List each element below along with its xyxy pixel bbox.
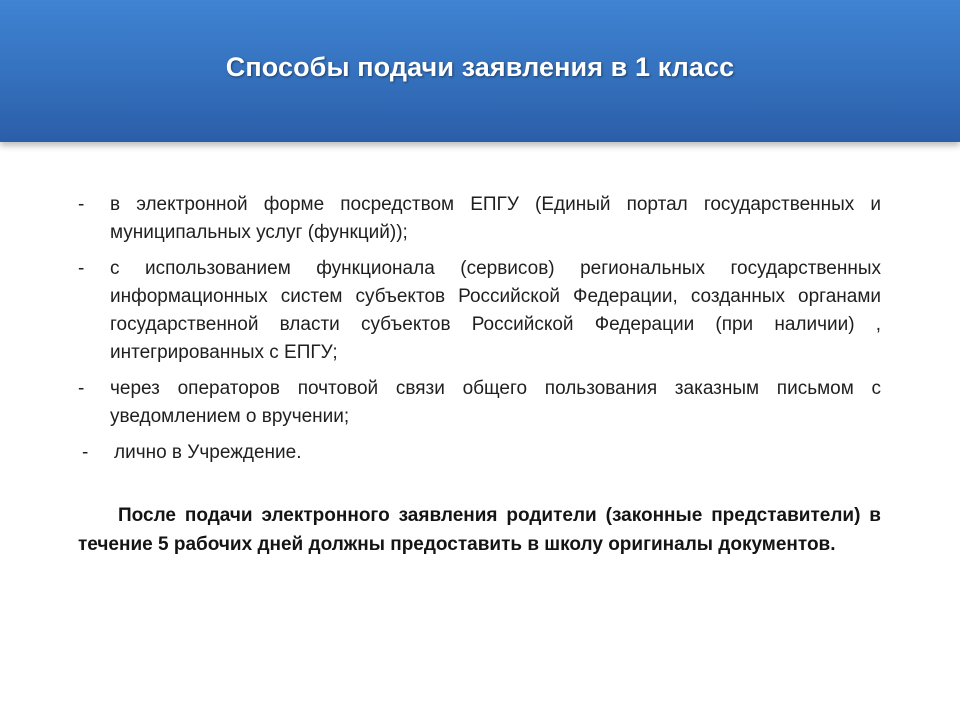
list-item [78, 375, 881, 431]
list-item-text: лично в Учреждение. [114, 442, 302, 463]
title-banner [0, 0, 960, 142]
bullet-dash: - [78, 258, 85, 279]
bullet-dash: - [78, 378, 85, 399]
list-item [78, 255, 881, 367]
list-item-text: через операторов почтовой связи общего пользования заказным письмом с уведомлением о вручении; [110, 378, 881, 427]
slide-title: Способы подачи заявления в 1 класс [225, 52, 735, 82]
bullet-dash: - [82, 442, 89, 463]
bullet-dash: - [78, 194, 85, 215]
closing-note: После подачи электронного заявления родители (законные представители) в течение 5 рабочих дней должны предоставить в школу оригиналы документов. [78, 505, 881, 555]
list-item-text: в электронной форме посредством ЕПГУ (Единый портал государственных и муниципальных услуг (функций)); [110, 194, 881, 243]
list-item [78, 191, 881, 247]
list-item-text: с использованием функционала (сервисов) региональных государственных информационных систем субъектов Российской Федерации, созданных органами государственной власти субъектов Российской Федерации (при наличии) , интегрированных с ЕПГУ; [110, 258, 881, 363]
list-item [78, 439, 881, 467]
slide-body [78, 191, 881, 578]
